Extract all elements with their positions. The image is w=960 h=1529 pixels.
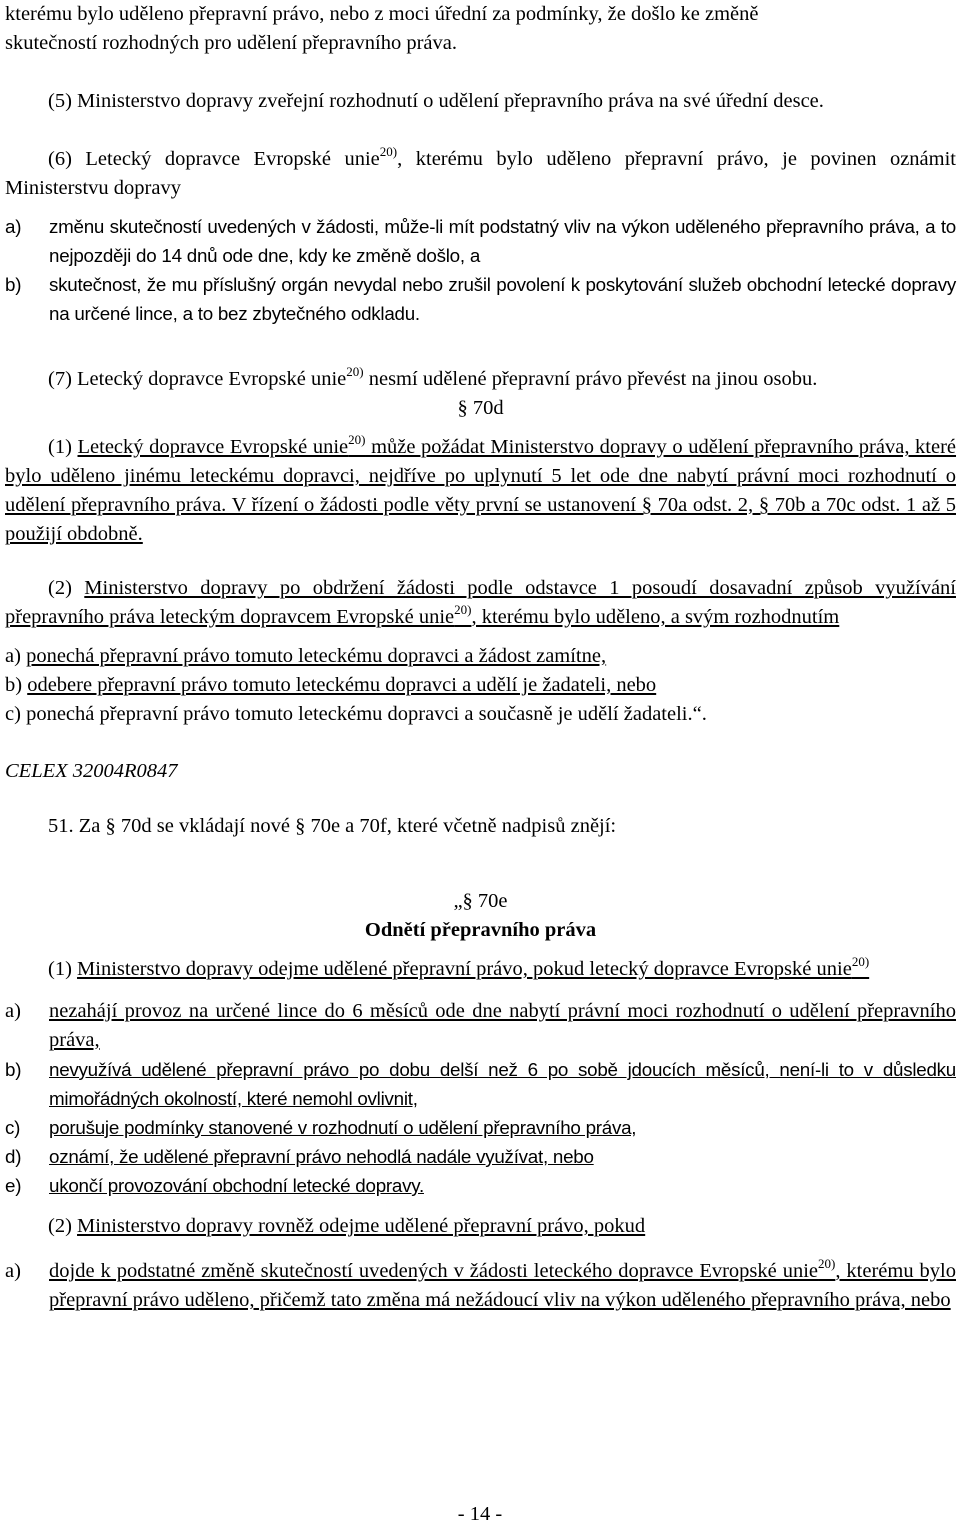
list-item-text: oznámí, že udělené přepravní právo nehodlá nadále využívat, nebo xyxy=(49,1146,594,1167)
list-item-text: skutečnost, že mu příslušný orgán nevydal nebo zrušil povolení k poskytování služeb obchodní letecké dopravy na určené lince, a to bez zbytečného odkladu. xyxy=(49,274,956,324)
list-item xyxy=(5,270,956,328)
list-item-text: změnu skutečností uvedených v žádosti, může-li mít podstatný vliv na výkon uděleného přepravního práva, a to nejpozději do 14 dnů ode dne, kdy ke změně došlo, a xyxy=(49,216,956,266)
list-70e-1 xyxy=(5,997,956,1200)
footnote-ref: 20) xyxy=(818,1256,836,1271)
list-item-text: porušuje podmínky stanovené v rozhodnutí o udělení přepravního práva, xyxy=(49,1117,637,1138)
list-item xyxy=(5,671,956,700)
section-heading-70e: „§ 70e xyxy=(453,890,508,912)
list-item-text: ukončí provozování obchodní letecké dopravy. xyxy=(49,1175,424,1196)
list-item-text: ponechá přepravní právo tomuto leteckému dopravci a současně je udělí žadateli. xyxy=(26,703,693,725)
list-item xyxy=(5,212,956,270)
list-item-label: e) xyxy=(5,1175,22,1196)
amendment-point-51: 51. Za § 70d se vkládají nové § 70e a 70f, které včetně nadpisů znějí: xyxy=(48,815,617,837)
footnote-ref: 20) xyxy=(348,432,366,447)
list-item-label: c) xyxy=(5,1117,21,1138)
paragraph-7 xyxy=(5,365,956,394)
paragraph-70d-1-text-b: může požádat Ministerstvo dopravy o udělení přepravního práva, které bylo uděleno jinému leteckému dopravci, nejdříve po uplynutí 5 let ode dne nabytí právní moci rozhodnutí o udělení přepravního práva. V řízení o žádosti podle věty první se ustanovení § 70a odst. 2, § 70b a 70c odst. 1 až 5 použijí obdobně. xyxy=(5,436,957,545)
list-item xyxy=(5,1171,956,1200)
list-item-text: ponechá přepravní právo tomuto leteckému dopravci a žádost zamítne, xyxy=(26,645,607,667)
list-item-text: odebere přepravní právo tomuto leteckému dopravci a udělí je žadateli, nebo xyxy=(27,674,657,696)
paragraph-5: (5) Ministerstvo dopravy zveřejní rozhodnutí o udělení přepravního práva na své úřední desce. xyxy=(48,90,824,112)
paragraph-6 xyxy=(5,145,956,203)
section-title-70e: Odnětí přepravního práva xyxy=(364,919,597,941)
list-item xyxy=(5,997,956,1055)
paragraph-number: (1) xyxy=(48,436,78,458)
list-item-text: nevyužívá udělené přepravní právo po dobu delší než 6 po sobě jdoucích měsíců, není-li to v důsledku mimořádných okolností, které nemohl ovlivnit, xyxy=(49,1059,956,1109)
paragraph-number: (2) xyxy=(48,1215,78,1237)
paragraph-70d-2-text-a: Ministerstvo dopravy po obdržení žádosti podle odstavce 1 posoudí dosavadní způsob využívání přepravního práva leteckým dopravcem Evropské unie xyxy=(5,577,956,628)
paragraph-70d-2 xyxy=(5,574,956,632)
footnote-ref: 20) xyxy=(379,144,398,159)
list-item-label: c) xyxy=(5,703,27,725)
paragraph-number: (2) xyxy=(48,577,85,599)
paragraph-number: (1) xyxy=(48,958,78,980)
list-item xyxy=(5,642,956,671)
paragraph-70d-1-text-a: Letecký dopravce Evropské unie xyxy=(77,436,349,458)
amended-text xyxy=(49,1256,956,1311)
list-item xyxy=(5,1055,956,1113)
list-item-label: b) xyxy=(5,1059,22,1080)
page-number: - 14 - xyxy=(457,1503,503,1525)
paragraph-6-text-b: , kterému bylo uděleno přepravní právo, je povinen oznámit Ministerstvu dopravy xyxy=(5,148,956,199)
footnote-ref: 20) xyxy=(454,602,472,617)
paragraph-7-text-b: nesmí udělené přepravní právo převést na jinou osobu. xyxy=(363,368,818,390)
list-item-label: a) xyxy=(5,216,22,237)
celex-reference: CELEX 32004R0847 xyxy=(5,760,178,782)
list-item xyxy=(5,700,956,729)
list-item-label: a) xyxy=(5,1260,21,1282)
list-item xyxy=(5,1142,956,1171)
paragraph-70e-2-text: Ministerstvo dopravy rovněž odejme udělené přepravní právo, pokud xyxy=(77,1215,646,1237)
list-item xyxy=(5,1113,956,1142)
paragraph-continuation-line2: skutečností rozhodných pro udělení přepravního práva. xyxy=(5,32,458,54)
paragraph-70d-1 xyxy=(5,433,956,549)
list-item-text-b: , kterému bylo přepravní právo uděleno, přičemž tato změna má nežádoucí vliv na výkon uděleného přepravního práva, nebo xyxy=(49,1260,956,1311)
paragraph-continuation-line1: kterému bylo uděleno přepravní právo, nebo z moci úřední za podmínky, že došlo ke změně xyxy=(5,3,759,25)
paragraph-70e-1 xyxy=(5,955,956,984)
list-item-label: a) xyxy=(5,645,27,667)
section-heading-70d: § 70d xyxy=(457,397,504,419)
amended-text xyxy=(77,954,870,980)
paragraph-70d-2-text-b: , kterému bylo uděleno, a svým rozhodnutím xyxy=(471,606,840,628)
list-item-tail: “. xyxy=(692,703,707,725)
paragraph-6-text-a: (6) Letecký dopravce Evropské unie xyxy=(48,148,380,170)
footnote-ref: 20) xyxy=(346,364,364,379)
list-70d-2 xyxy=(5,642,956,729)
list-item xyxy=(5,1257,956,1315)
amended-text xyxy=(5,577,956,628)
footnote-ref: 20) xyxy=(851,954,870,969)
paragraph-70e-2 xyxy=(5,1212,956,1241)
paragraph-continuation xyxy=(5,0,956,58)
paragraph-7-text-a: (7) Letecký dopravce Evropské unie xyxy=(48,368,347,390)
amended-text xyxy=(5,432,957,545)
document-page xyxy=(5,0,956,1315)
paragraph-70e-1-text-a: Ministerstvo dopravy odejme udělené přepravní právo, pokud letecký dopravce Evropské unie xyxy=(77,958,852,980)
list-item-label: a) xyxy=(5,1000,21,1022)
list-item-label: b) xyxy=(5,274,22,295)
list-item-label: b) xyxy=(5,674,28,696)
list-item-text: nezahájí provoz na určené lince do 6 měsíců ode dne nabytí právní moci rozhodnutí o udělení přepravního práva, xyxy=(49,1000,956,1051)
list-item-text-a: dojde k podstatné změně skutečností uvedených v žádosti leteckého dopravce Evropské unie xyxy=(49,1260,819,1282)
list-item-label: d) xyxy=(5,1146,22,1167)
